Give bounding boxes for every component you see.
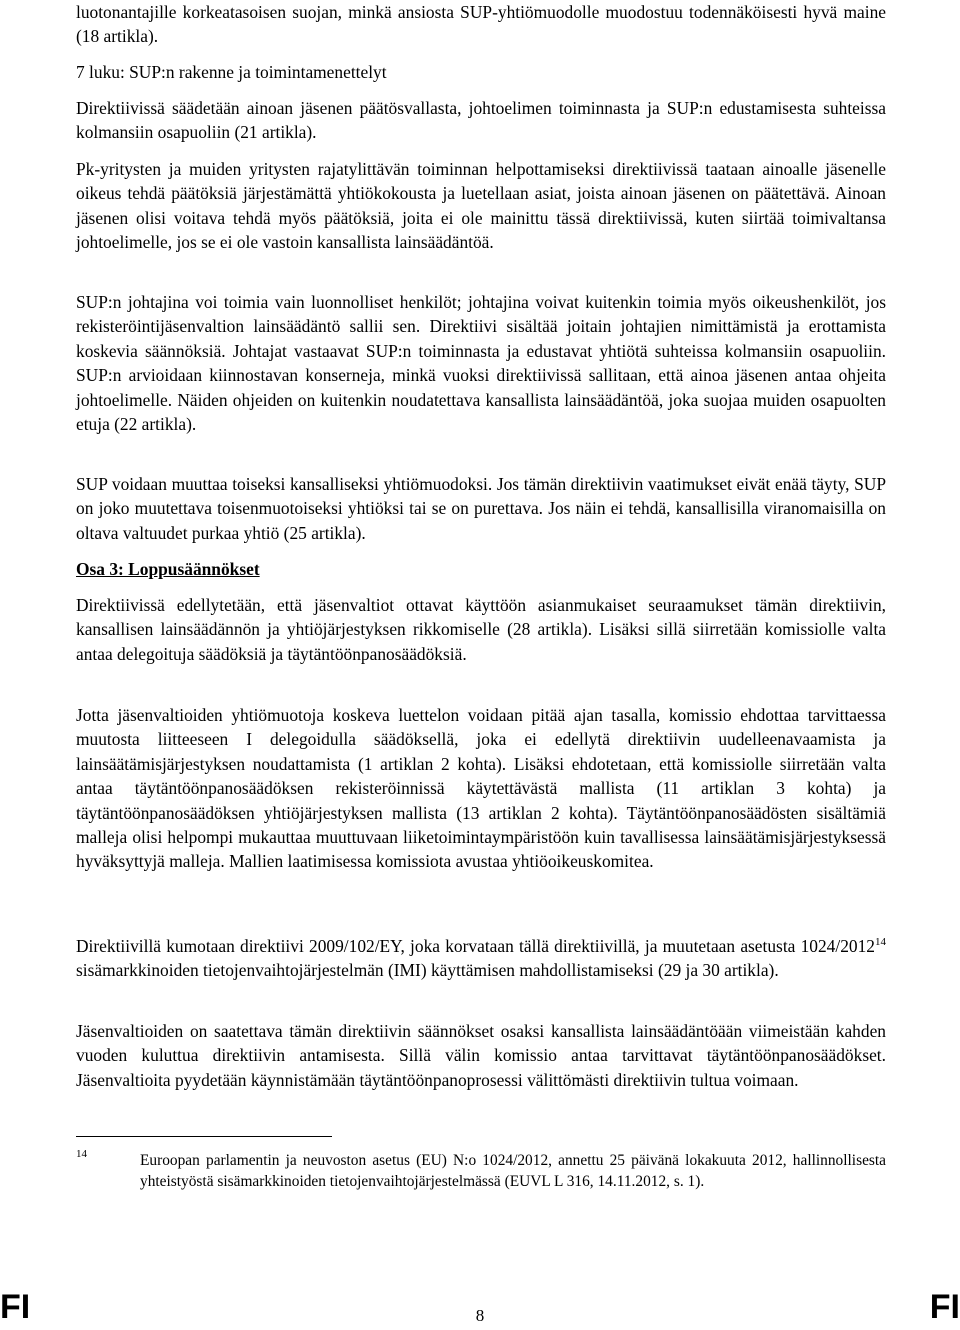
footnote-ref[interactable]: 14	[875, 936, 886, 949]
section-heading-final-provisions: Osa 3: Loppusäännökset	[76, 559, 260, 579]
language-code-right: FI	[929, 1288, 960, 1326]
paragraph-sme-single-member: Pk-yritysten ja muiden yritysten rajatylittävän toiminnan helpottamiseksi direktiivissä taataan ainoalle jäsenelle oikeus tehdä päätöksiä järjestämättä yhtiökokousta ja luetellaan asiat, joista ainoan jäsenen on päätettävä. Ainoan jäsenen olisi voitava tehdä myös päätöksiä, joita ei ole mainittu tässä direktiivissä, kuten siirtää toimivaltansa johtoelimelle, jos se ei ole vastoin kansallista lainsäädäntöä.	[76, 159, 886, 253]
footnote-number: 14	[76, 1148, 87, 1160]
paragraph-continuation: luotonantajille korkeatasoisen suojan, minkä ansiosta SUP-yhtiömuodolle muodostuu todennäköisesti hyvä maine (18 artikla).	[76, 2, 886, 47]
paragraph-directors: SUP:n johtajina voi toimia vain luonnolliset henkilöt; johtajina voivat kuitenkin toimia myös oikeushenkilöt, jos rekisteröintijäsenvaltion lainsäädäntö sallii sen. Direktiivi sisältää joitain johtajien nimittämistä ja erottamista koskevia säännöksiä. Johtajat vastaavat SUP:n toiminnasta ja edustavat yhtiötä suhteissa kolmansiin osapuoliin. SUP:n arvioidaan kiinnostavan konserneja, minkä vuoksi direktiivissä sallitaan, että ainoa jäsenen antaa ohjeita johtoelimelle. Näiden ohjeiden on kuitenkin noudatettava kansallista lainsäädäntöä, joka suojaa muiden osapuolten etuja (22 artikla).	[76, 292, 886, 435]
footnote-text: Euroopan parlamentin ja neuvoston asetus (EU) N:o 1024/2012, annettu 25 päivänä lokakuuta 2012, hallinnollisesta yhteistyöstä sisämarkkinoiden tietojenvaihtojärjestelmässä (EUVL L 316, 14.11.2012, s. 1).	[140, 1152, 886, 1190]
footnote-separator	[76, 1136, 332, 1137]
paragraph-transposition: Jäsenvaltioiden on saatettava tämän direktiivin säännökset osaksi kansallista lainsäädäntöään viimeistään kahden vuoden kuluttua direktiivin antamisesta. Sillä välin komissio antaa tarvittavat täytäntöönpanosäädökset. Jäsenvaltioita pyydetään käynnistämään täytäntöönpanoprosessi välittömästi direktiivin tultua voimaan.	[76, 1021, 886, 1090]
language-code-left: FI	[0, 1288, 31, 1326]
paragraph-repeal	[76, 934, 886, 983]
page-number: 8	[475, 1306, 485, 1325]
paragraph-directive-decisions: Direktiivissä säädetään ainoan jäsenen päätösvallasta, johtoelimen toiminnasta ja SUP:n edustamisesta suhteissa kolmansiin osapuoliin (21 artikla).	[76, 98, 886, 143]
paragraph-sanctions: Direktiivissä edellytetään, että jäsenvaltiot ottavat käyttöön asianmukaiset seuraamukset tämän direktiivin, kansallisen lainsäädännön ja yhtiöjärjestyksen rikkomiselle (28 artikla). Lisäksi sillä siirretään komissiolle valta antaa delegoituja säädöksiä ja täytäntöönpanosäädöksiä.	[76, 595, 886, 664]
repeal-text-b: sisämarkkinoiden tietojenvaihtojärjestelmän (IMI) käyttämisen mahdollistamiseksi (29 ja 30 artikla).	[76, 960, 779, 981]
chapter-heading: 7 luku: SUP:n rakenne ja toimintamenettelyt	[76, 62, 387, 82]
paragraph-annex-update: Jotta jäsenvaltioiden yhtiömuotoja koskeva luettelon voidaan pitää ajan tasalla, komissio ehdottaa tarvittaessa muutosta liitteeseen I delegoidulla säädöksellä, joka ei edellytä direktiivin uudelleenavaamista ja lainsäätämisjärjestyksen noudattamista (1 artiklan 2 kohta). Lisäksi ehdotetaan, että komissiolle siirretään valta antaa täytäntöönpanosäädöksen rekisteröinnissä käytettävästä mallista (11 artiklan 3 kohta) ja täytäntöönpanosäädöksen yhtiöjärjestyksen mallista (13 artiklan 2 kohta). Täytäntöönpanosäädösten sisältämiä malleja olisi helpompi mukauttaa muuttuvaan liiketoimintaympäristöön kuin tavallisessa lainsäätämisjärjestyksessä hyväksyttyjä malleja. Mallien laatimisessa komissiota avustaa yhtiöoikeuskomitea.	[76, 705, 886, 872]
repeal-text-a: Direktiivillä kumotaan direktiivi 2009/102/EY, joka korvataan tällä direktiivillä, ja muutetaan asetusta 1024/2012	[76, 936, 875, 956]
paragraph-conversion: SUP voidaan muuttaa toiseksi kansalliseksi yhtiömuodoksi. Jos tämän direktiivin vaatimukset eivät enää täyty, SUP on joko muutettava toisenmuotoiseksi yhtiöksi tai se on purettava. Jos näin ei tehdä, kansallisilla viranomaisilla on oltava valtuudet purkaa yhtiö (25 artikla).	[76, 474, 886, 543]
